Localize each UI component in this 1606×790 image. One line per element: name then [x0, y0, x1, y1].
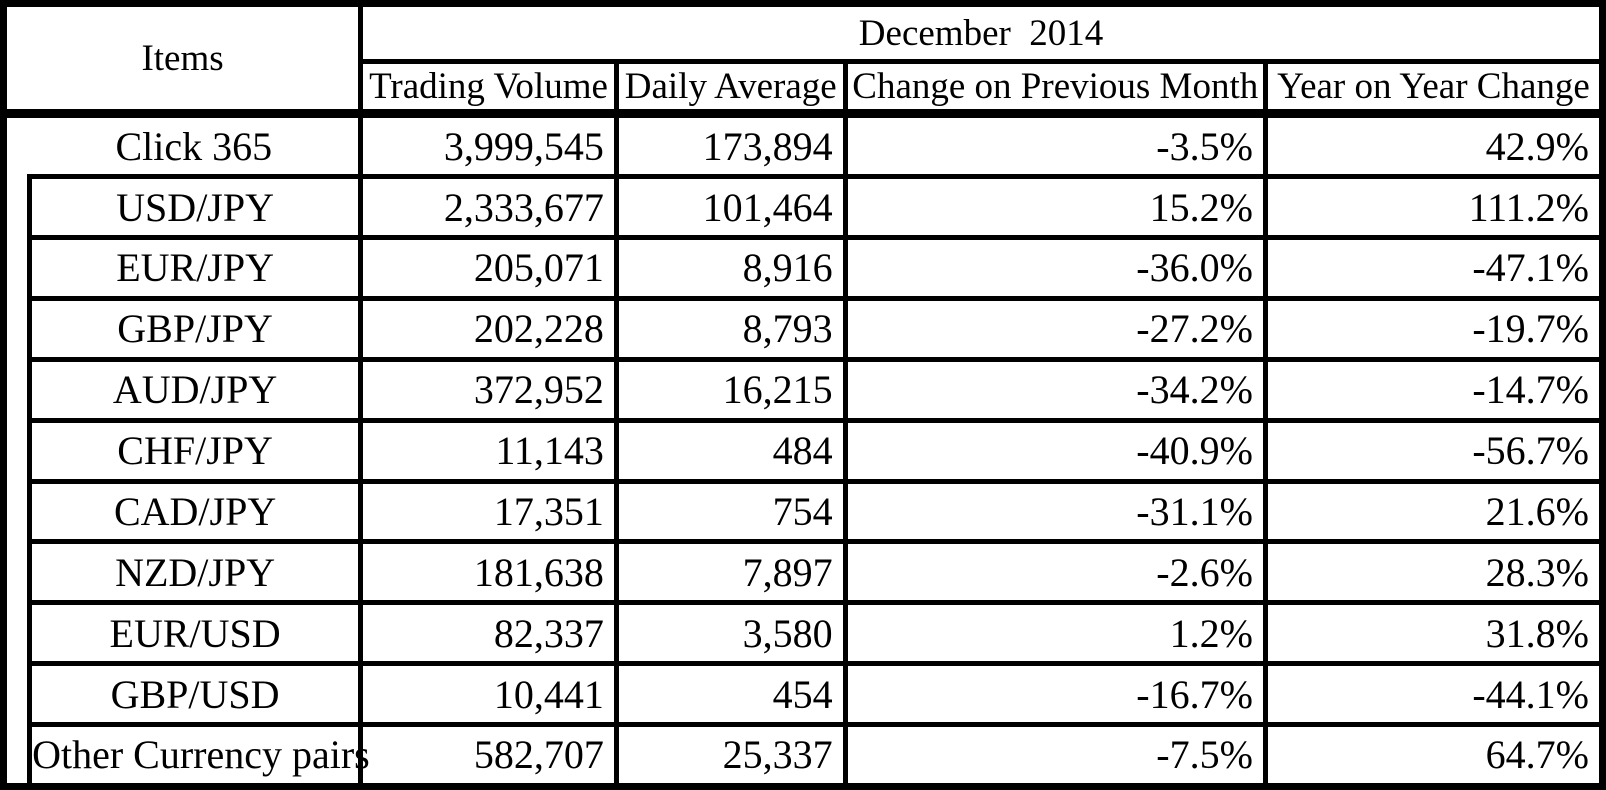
table-row: [4, 359, 1603, 420]
column-header-trading-volume: Trading Volume: [361, 62, 617, 114]
row-gutter: [4, 420, 30, 481]
row-gutter: [4, 664, 30, 725]
change-prev-month-cell: -7.5%: [845, 724, 1265, 786]
daily-average-cell: 16,215: [616, 359, 845, 420]
item-label: Click 365: [30, 114, 361, 177]
yoy-change-cell: 64.7%: [1265, 724, 1602, 786]
daily-average-cell: 173,894: [616, 114, 845, 177]
daily-average-cell: 484: [616, 420, 845, 481]
yoy-change-cell: 21.6%: [1265, 481, 1602, 542]
items-column-header: Items: [4, 4, 361, 114]
daily-average-cell: 454: [616, 664, 845, 725]
table-row: [4, 420, 1603, 481]
table-row: [4, 114, 1603, 177]
row-gutter: [4, 724, 30, 786]
trading-volume-cell: 372,952: [361, 359, 617, 420]
daily-average-cell: 8,793: [616, 298, 845, 359]
item-label: EUR/USD: [30, 603, 361, 664]
change-prev-month-cell: -34.2%: [845, 359, 1265, 420]
trading-volume-cell: 582,707: [361, 724, 617, 786]
change-prev-month-cell: -16.7%: [845, 664, 1265, 725]
yoy-change-cell: 28.3%: [1265, 542, 1602, 603]
daily-average-cell: 25,337: [616, 724, 845, 786]
row-gutter: [4, 542, 30, 603]
yoy-change-cell: 111.2%: [1265, 177, 1602, 238]
column-header-change-prev-month: Change on Previous Month: [845, 62, 1265, 114]
item-label: GBP/USD: [30, 664, 361, 725]
period-header: December 2014: [361, 4, 1603, 62]
daily-average-cell: 7,897: [616, 542, 845, 603]
table-row: [4, 481, 1603, 542]
row-gutter: [4, 359, 30, 420]
trading-volume-cell: 3,999,545: [361, 114, 617, 177]
row-gutter: [4, 298, 30, 359]
row-gutter: [4, 238, 30, 299]
daily-average-cell: 101,464: [616, 177, 845, 238]
column-header-yoy-change: Year on Year Change: [1265, 62, 1602, 114]
yoy-change-cell: -19.7%: [1265, 298, 1602, 359]
daily-average-cell: 8,916: [616, 238, 845, 299]
column-header-daily-average: Daily Average: [616, 62, 845, 114]
yoy-change-cell: -44.1%: [1265, 664, 1602, 725]
header-row-period: [4, 4, 1603, 62]
table-row: [4, 664, 1603, 725]
item-label: NZD/JPY: [30, 542, 361, 603]
row-gutter: [4, 114, 30, 177]
table-row: [4, 542, 1603, 603]
trading-volume-cell: 17,351: [361, 481, 617, 542]
item-label: AUD/JPY: [30, 359, 361, 420]
trading-volume-cell: 205,071: [361, 238, 617, 299]
daily-average-cell: 754: [616, 481, 845, 542]
table-row: [4, 177, 1603, 238]
item-label: CAD/JPY: [30, 481, 361, 542]
row-gutter: [4, 603, 30, 664]
table-row: [4, 724, 1603, 786]
yoy-change-cell: -14.7%: [1265, 359, 1602, 420]
trading-volume-cell: 181,638: [361, 542, 617, 603]
item-label: USD/JPY: [30, 177, 361, 238]
change-prev-month-cell: -3.5%: [845, 114, 1265, 177]
row-gutter: [4, 177, 30, 238]
trading-volume-cell: 202,228: [361, 298, 617, 359]
change-prev-month-cell: -40.9%: [845, 420, 1265, 481]
row-gutter: [4, 481, 30, 542]
item-label: EUR/JPY: [30, 238, 361, 299]
change-prev-month-cell: -31.1%: [845, 481, 1265, 542]
change-prev-month-cell: -36.0%: [845, 238, 1265, 299]
item-label: GBP/JPY: [30, 298, 361, 359]
trading-volume-cell: 2,333,677: [361, 177, 617, 238]
change-prev-month-cell: 1.2%: [845, 603, 1265, 664]
change-prev-month-cell: -27.2%: [845, 298, 1265, 359]
table-row: [4, 603, 1603, 664]
trading-volume-cell: 11,143: [361, 420, 617, 481]
change-prev-month-cell: -2.6%: [845, 542, 1265, 603]
table-row: [4, 298, 1603, 359]
change-prev-month-cell: 15.2%: [845, 177, 1265, 238]
yoy-change-cell: -47.1%: [1265, 238, 1602, 299]
item-label: CHF/JPY: [30, 420, 361, 481]
daily-average-cell: 3,580: [616, 603, 845, 664]
yoy-change-cell: 31.8%: [1265, 603, 1602, 664]
yoy-change-cell: 42.9%: [1265, 114, 1602, 177]
item-label: Other Currency pairs: [30, 724, 361, 786]
table-row: [4, 238, 1603, 299]
trading-volume-cell: 10,441: [361, 664, 617, 725]
trading-volume-cell: 82,337: [361, 603, 617, 664]
yoy-change-cell: -56.7%: [1265, 420, 1602, 481]
